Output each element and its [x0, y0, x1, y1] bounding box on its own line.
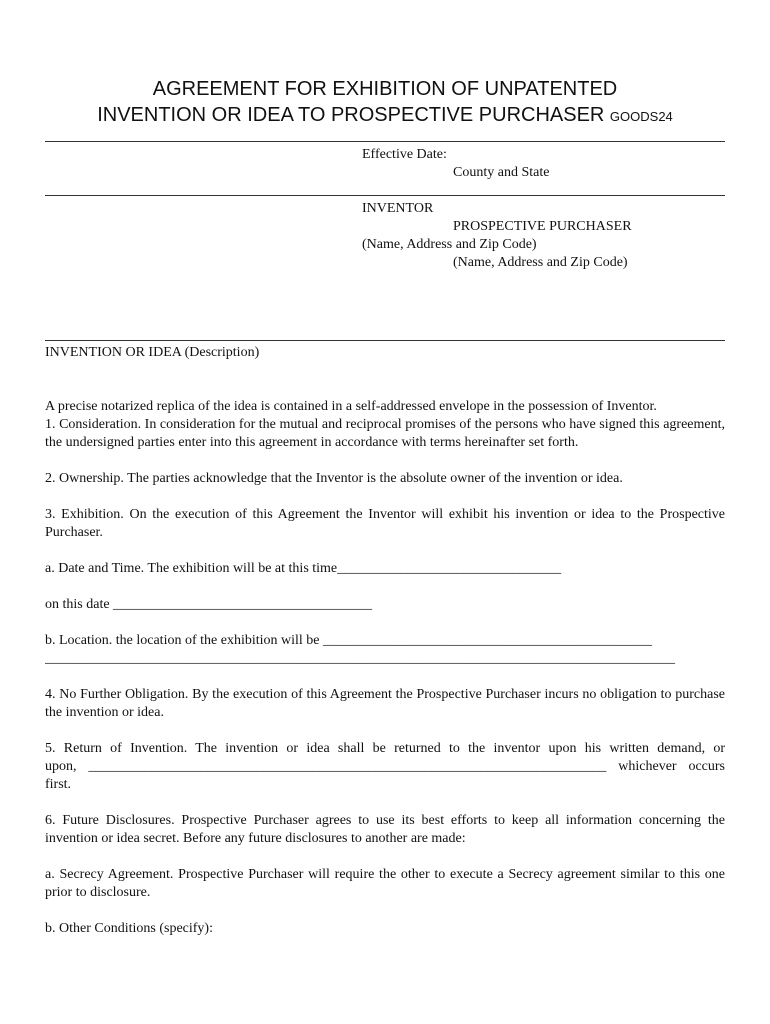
title-line-2-text: INVENTION OR IDEA TO PROSPECTIVE PURCHASER	[97, 104, 605, 126]
document-title	[40, 76, 730, 130]
header-rule-1	[45, 141, 725, 142]
title-line-2	[40, 102, 730, 130]
inventor-address-label: (Name, Address and Zip Code)	[362, 237, 537, 252]
prospective-purchaser-label: PROSPECTIVE PURCHASER	[453, 219, 632, 234]
other-conditions-label: b. Other Conditions (specify):	[45, 921, 213, 936]
return-line-3: first.	[45, 777, 72, 792]
purchaser-address-label: (Name, Address and Zip Code)	[453, 255, 628, 270]
invention-description-label: INVENTION OR IDEA (Description)	[45, 345, 260, 360]
location-field[interactable]: b. Location. the location of the exhibition will be _______________________________________________	[45, 633, 652, 648]
inventor-label: INVENTOR	[362, 201, 434, 216]
consideration-text: 1. Consideration. In consideration for the mutual and reciprocal promises of the persons who have signed this agreement, the undersigned parties enter into this agreement in accordance with terms hereinafter set forth.	[45, 417, 725, 450]
exhibition-paragraph: 3. Exhibition. On the execution of this Agreement the Inventor will exhibit his invention or idea to the Prospective Purchaser.	[45, 507, 725, 540]
secrecy-agreement-paragraph: a. Secrecy Agreement. Prospective Purchaser will require the other to execute a Secrecy agreement similar to this one prior to disclosure.	[45, 867, 725, 900]
ownership-paragraph: 2. Ownership. The parties acknowledge that the Inventor is the absolute owner of the invention or idea.	[45, 471, 623, 486]
county-state-label: County and State	[453, 165, 550, 180]
no-obligation-paragraph: 4. No Further Obligation. By the execution of this Agreement the Prospective Purchaser incurs no obligation to purchase the invention or idea.	[45, 687, 725, 720]
future-disclosures-paragraph: 6. Future Disclosures. Prospective Purchaser agrees to use its best efforts to keep all information concerning the invention or idea secret. Before any future disclosures to another are made:	[45, 813, 725, 846]
location-field-continued[interactable]: __________________________________________________________________________________________	[45, 651, 675, 666]
date-time-field[interactable]: a. Date and Time. The exhibition will be at this time________________________________	[45, 561, 562, 576]
on-date-field[interactable]: on this date _____________________________________	[45, 597, 373, 612]
header-rule-3	[45, 340, 725, 341]
title-line-1: AGREEMENT FOR EXHIBITION OF UNPATENTED	[152, 78, 618, 100]
effective-date-label: Effective Date:	[362, 147, 447, 162]
replica-text: A precise notarized replica of the idea is contained in a self-addressed envelope in the possession of Inventor.	[45, 399, 657, 414]
return-line-1: 5. Return of Invention. The invention or idea shall be returned to the inventor upon his written demand, or	[45, 741, 725, 756]
header-rule-2	[45, 195, 725, 196]
form-code: GOODS24	[609, 109, 673, 124]
return-condition-field[interactable]: upon, __________________________________________________________________________ whichever occurs	[45, 759, 725, 774]
replica-paragraph	[45, 398, 725, 452]
